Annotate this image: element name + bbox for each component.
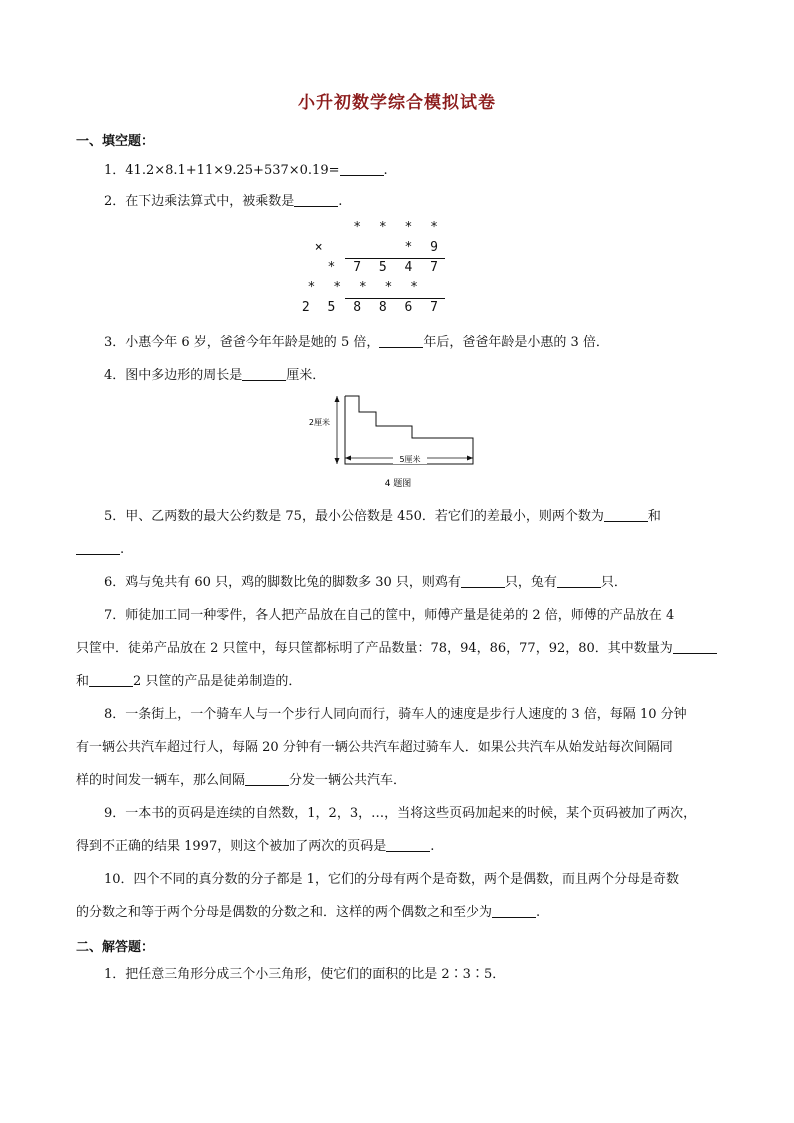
answer-blank[interactable] [242, 366, 286, 381]
question-7-text-2: 只筐中．徒弟产品放在 2 只筐中，每只筐都标明了产品数量：78，94，86，77，92，80．其中数量为 [76, 641, 673, 656]
question-3-text: 3．小惠今年 6 岁，爸爸今年年龄是她的 5 倍， [104, 335, 380, 350]
answer-blank[interactable] [557, 573, 601, 588]
calc-multiplier: × * 9 [314, 240, 443, 255]
section-fill-blank-heading: 一、填空题： [76, 134, 155, 149]
question-2-text: 2．在下边乘法算式中，被乘数是 [104, 194, 295, 209]
question-8-text-3: 样的时间发一辆车，那么间隔 [76, 773, 246, 788]
question-10-line-2 [76, 896, 718, 929]
polygon-figure [300, 388, 490, 490]
calc-multiplicand: * * * * [353, 220, 443, 235]
answer-blank[interactable] [673, 639, 717, 654]
question-6-text-end: 只． [600, 575, 627, 590]
question-7-text: 7．师徒加工同一种零件，各人把产品放在自己的筐中，师傅产量是徒弟的 2 倍，师傅的产品放在 4 [104, 608, 675, 623]
period: . [338, 194, 343, 209]
question-4-text: 4．图中多边形的周长是 [104, 368, 243, 383]
arrow-right-icon [467, 456, 473, 461]
question-6 [76, 566, 746, 599]
answer-blank[interactable] [245, 771, 289, 786]
question-10-text-2: 的分数之和等于两个分母是偶数的分数之和．这样的两个偶数之和至少为 [76, 905, 493, 920]
question-8-line-3 [76, 764, 718, 797]
answer-blank[interactable] [340, 161, 384, 176]
calc-partial-1: * 7 5 4 7 [327, 260, 443, 275]
question-1-text: 1．41.2×8.1+11×9.25+537×0.19= [104, 163, 340, 178]
arrow-down-icon [335, 458, 340, 464]
question-5-continued [76, 533, 718, 566]
answer-blank[interactable] [76, 540, 120, 555]
question-8-text-2: 有一辆公共汽车超过行人，每隔 20 分钟有一辆公共汽车超过骑车人．如果公共汽车从始发站每次间隔同 [76, 740, 673, 755]
answer-blank[interactable] [492, 903, 536, 918]
question-5-text: 5．甲、乙两数的最大公约数是 75，最小公倍数是 450．若它们的差最小，则两个数为 [104, 509, 604, 524]
question-7-text-end: 2 只筐的产品是徒弟制造的． [133, 674, 302, 689]
question-10-text: 10．四个不同的真分数的分子都是 1，它们的分母有两个是奇数，两个是偶数，而且两个分母是奇数 [104, 872, 679, 887]
height-label: 2厘米 [308, 418, 330, 427]
answer-blank[interactable] [379, 333, 423, 348]
question-6-text-mid: 只，兔有 [504, 575, 557, 590]
period: . [383, 163, 388, 178]
answer-blank[interactable] [294, 192, 338, 207]
question-3-text-end: 年后，爸爸年龄是小惠的 3 倍． [423, 335, 609, 350]
question-9-text: 9．一本书的页码是连续的自然数，1，2，3，…，当将这些页码加起来的时候，某个页码被加了两次， [104, 806, 697, 821]
answer-blank[interactable] [461, 573, 505, 588]
question-7-line-2 [76, 632, 718, 665]
question-9-text-2: 得到不正确的结果 1997，则这个被加了两次的页码是 [76, 839, 387, 854]
solve-question-1 [76, 958, 746, 991]
arrow-left-icon [345, 456, 351, 461]
question-6-text: 6．鸡与兔共有 60 只，鸡的脚数比兔的脚数多 30 只，则鸡有 [104, 575, 461, 590]
question-7-and: 和 [76, 674, 90, 689]
figure-caption: 4 题图 [384, 479, 412, 489]
calc-product: 2 5 8 8 6 7 [301, 300, 443, 315]
question-8-line-2 [76, 731, 718, 764]
section-solve-heading: 二、解答题： [76, 940, 155, 955]
width-label: 5厘米 [399, 455, 421, 464]
answer-blank[interactable] [386, 837, 430, 852]
period: . [536, 905, 541, 920]
question-5-and: 和 [647, 509, 661, 524]
multiplication-puzzle [301, 218, 445, 318]
period: . [430, 839, 435, 854]
question-8-text-end: 分发一辆公共汽车． [289, 773, 407, 788]
answer-blank[interactable] [604, 507, 648, 522]
period: . [120, 542, 125, 557]
question-3 [76, 326, 746, 359]
page-title: 小升初数学综合模拟试卷 [298, 93, 496, 113]
calc-partial-2: * * * * * [307, 280, 423, 295]
solve-question-1-text: 1．把任意三角形分成三个小三角形，使它们的面积的比是 2∶3∶5． [104, 967, 506, 982]
question-2 [76, 185, 746, 218]
question-8 [76, 698, 746, 731]
question-4-text-end: 厘米． [286, 368, 326, 383]
question-7 [76, 599, 746, 632]
arrow-up-icon [335, 396, 340, 402]
question-10 [76, 863, 746, 896]
question-8-text: 8．一条街上，一个骑车人与一个步行人同向而行，骑车人的速度是步行人速度的 3 倍，每隔 10 分钟 [104, 707, 687, 722]
question-9 [76, 797, 746, 830]
question-5 [76, 500, 746, 533]
question-1 [76, 154, 746, 187]
question-7-line-3 [76, 665, 718, 698]
question-9-line-2 [76, 830, 718, 863]
answer-blank[interactable] [89, 672, 133, 687]
